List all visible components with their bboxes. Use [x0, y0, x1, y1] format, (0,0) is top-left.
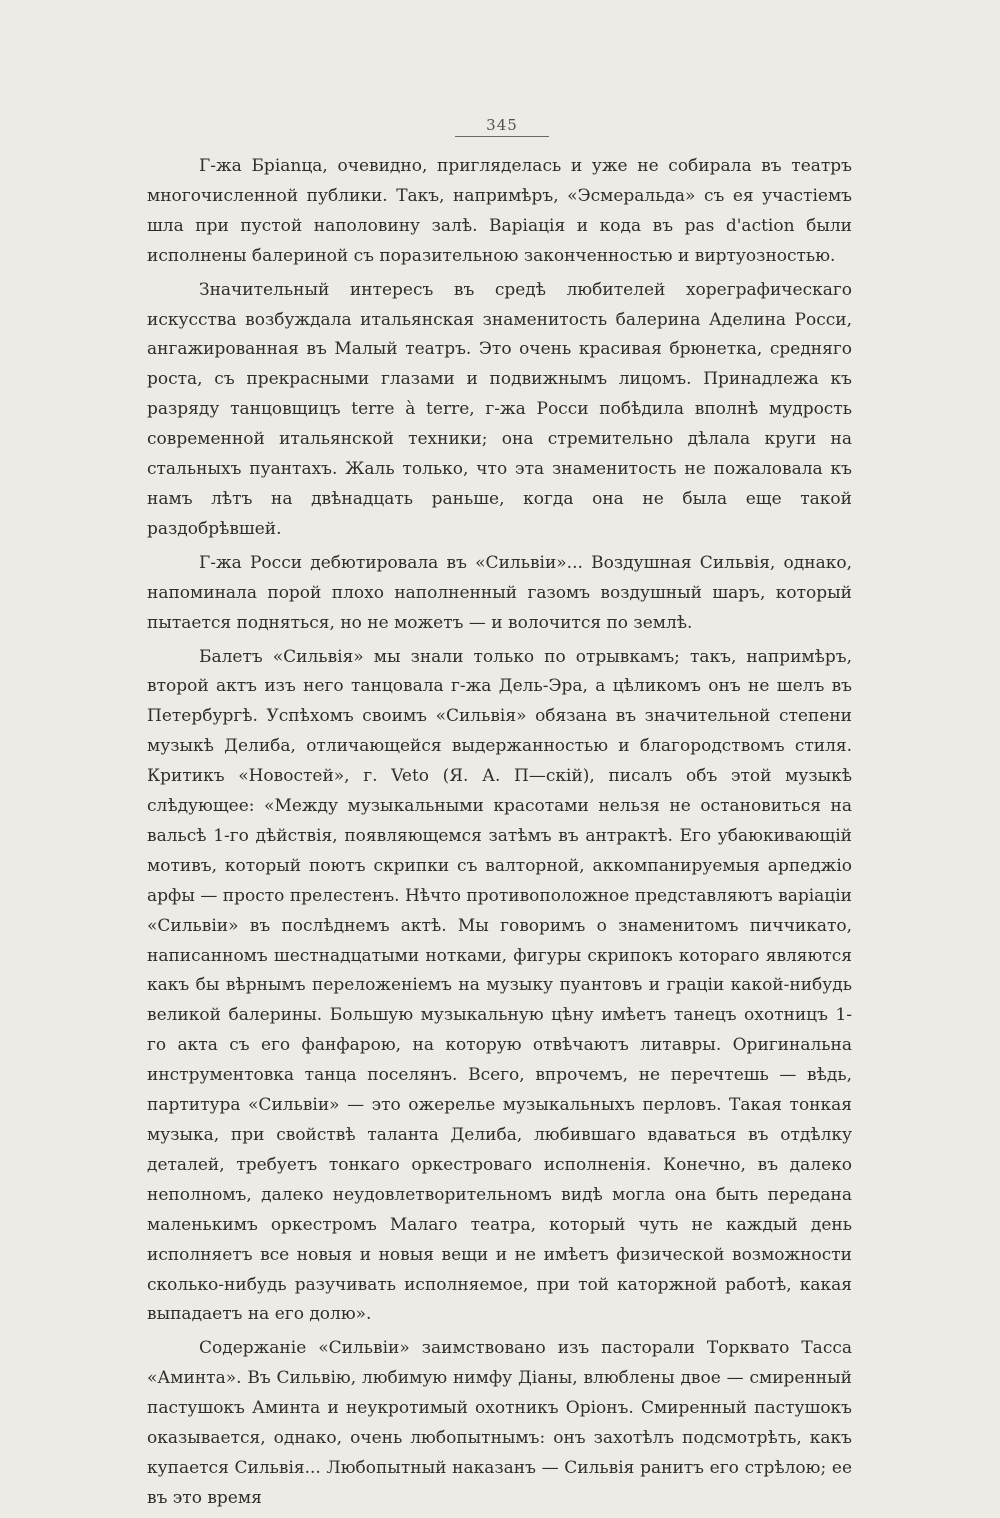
body-text — [147, 152, 852, 1518]
paragraph: Г-жа Брianца, очевидно, пригляделась и уже не собирала въ театръ многочисленной публики. Такъ, напримѣръ, «Эсмеральда» съ ея участіемъ шла при пустой наполовину залѣ. Варіація и кода въ pas d'action были исполнены балериной съ поразительною законченностью и виртуозностью. — [147, 156, 852, 266]
paragraph: Балетъ «Сильвія» мы знали только по отрывкамъ; такъ, напримѣръ, второй актъ изъ него танцовала г-жа Дель-Эра, а цѣликомъ онъ не шелъ въ Петербургѣ. Успѣхомъ своимъ «Сильвія» обязана въ значительной степени музыкѣ Делиба, отличающейся выдержанностью и благородствомъ стиля. Критикъ «Новостей», г. Veto (Я. А. П—скій), писалъ объ этой музыкѣ слѣдующее: «Между музыкальными красотами нельзя не остановиться на вальсѣ 1-го дѣйствія, появляющемся затѣмъ въ антрактѣ. Его убаюкивающій мотивъ, который поютъ скрипки съ валторной, аккомпанируемыя арпеджіо арфы — просто прелестенъ. Нѣчто противоположное представляютъ варіаціи «Сильвіи» въ послѣднемъ актѣ. Мы говоримъ о знаменитомъ пиччикато, написанномъ шестнадцатыми нотками, фигуры скрипокъ котораго являются какъ бы вѣрнымъ переложеніемъ на музыку пуантовъ и граціи какой-нибудь великой балерины. Большую музыкальную цѣну имѣетъ танецъ охотницъ 1-го акта съ его фанфарою, на которую отвѣчаютъ литавры. Оригинальна инструментовка танца поселянъ. Всего, впрочемъ, не перечтешь — вѣдь, партитура «Сильвіи» — это ожерелье музыкальныхъ перловъ. Такая тонкая музыка, при свойствѣ таланта Делиба, любившаго вдаваться въ отдѣлку деталей, требуетъ тонкаго оркестроваго исполненія. Конечно, въ далеко неполномъ, далеко неудовлетворительномъ видѣ могла она быть передана маленькимъ оркестромъ Малаго театра, который чуть не каждый день исполняетъ все новыя и новыя вещи и не имѣетъ физической возможности сколько-нибудь разучивать исполняемое, при той каторжной работѣ, какая выпадаетъ на его долю». — [147, 646, 852, 1325]
paragraph: Содержаніе «Сильвіи» заимствовано изъ пасторали Торквато Тасса «Аминта». Въ Сильвію, любимую нимфу Діаны, влюблены двое — смиренный пастушокъ Аминта и неукротимый охотникъ Оріонъ. Смиренный пастушокъ оказывается, однако, очень любопытнымъ: онъ захотѣлъ подсмотрѣть, какъ купается Сильвія... Любопытный наказанъ — Сильвія ранитъ его стрѣлою; ее въ это время — [147, 1338, 852, 1508]
paragraph: Значительный интересъ въ средѣ любителей хореграфическаго искусства возбуждала итальянская знаменитость балерина Аделина Росси, ангажированная въ Малый театръ. Это очень красивая брюнетка, средняго роста, съ прекрасными глазами и подвижнымъ лицомъ. Принадлежа къ разряду танцовщицъ terre à terre, г-жа Росси побѣдила вполнѣ мудрость современной итальянской техники; она стремительно дѣлала круги на стальныхъ пуантахъ. Жаль только, что эта знаменитость не пожаловала къ намъ лѣтъ на двѣнадцать раньше, когда она не была еще такой раздобрѣвшей. — [147, 279, 852, 539]
page-number: 345 — [455, 116, 549, 137]
paragraph: Г-жа Росси дебютировала въ «Сильвіи»... Воздушная Сильвія, однако, напоминала порой плохо наполненный газомъ воздушный шаръ, который пытается подняться, но не можетъ — и волочится по землѣ. — [147, 552, 852, 633]
